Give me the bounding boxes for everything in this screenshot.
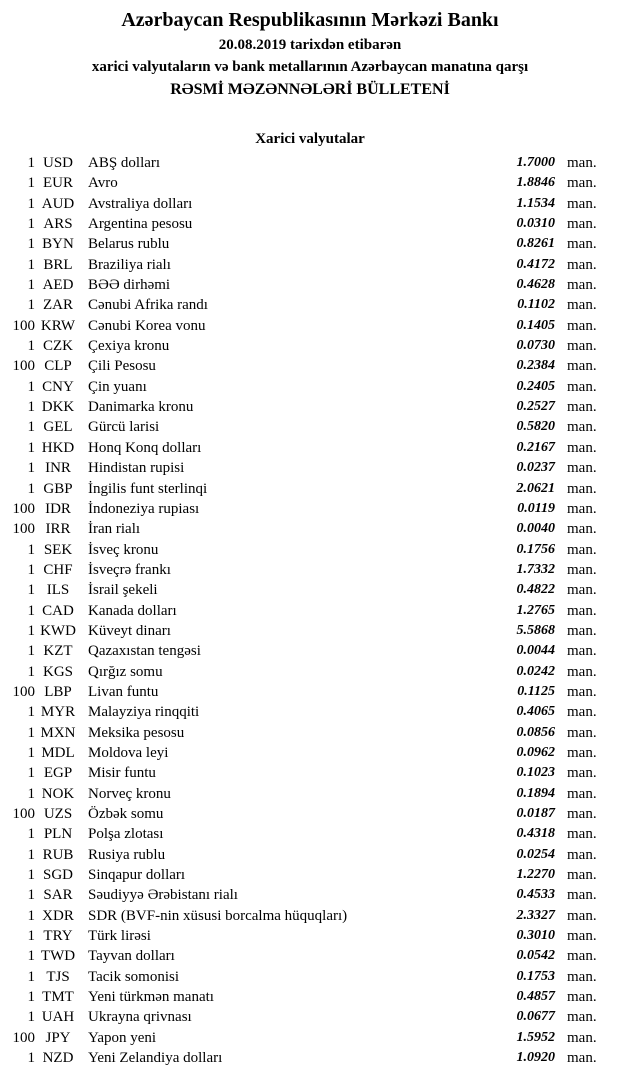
rate-value-cell: 0.1894 — [516, 785, 555, 801]
qty-cell: 1 — [27, 968, 35, 985]
qty-cell: 1 — [27, 439, 35, 456]
qty-cell: 1 — [27, 1009, 35, 1026]
qty-cell: 1 — [27, 541, 35, 558]
rate-row — [0, 540, 620, 560]
rate-value-cell: 1.2270 — [516, 867, 555, 883]
unit-cell: man. — [567, 521, 597, 538]
rate-value-cell: 0.4533 — [516, 887, 555, 903]
currency-name-cell: Kanada dolları — [88, 602, 177, 619]
unit-cell: man. — [567, 439, 597, 456]
currency-code-cell: CHF — [43, 561, 73, 578]
qty-cell: 1 — [27, 256, 35, 273]
rate-row — [0, 499, 620, 519]
rate-value-cell: 0.0310 — [516, 216, 555, 232]
unit-cell: man. — [567, 683, 597, 700]
rate-value-cell: 1.1534 — [516, 195, 555, 211]
rate-row — [0, 967, 620, 987]
currency-code-cell: GEL — [43, 419, 73, 436]
currency-name-cell: Argentina pesosu — [88, 216, 193, 233]
rate-row — [0, 458, 620, 478]
currency-code-cell: JPY — [45, 1029, 71, 1046]
rate-row — [0, 194, 620, 214]
rate-row — [0, 1048, 620, 1068]
currency-name-cell: Cənubi Afrika randı — [88, 297, 208, 314]
qty-cell: 100 — [12, 500, 35, 517]
rate-value-cell: 1.8846 — [516, 175, 555, 191]
rate-row — [0, 336, 620, 356]
currency-code-cell: CLP — [44, 358, 72, 375]
rate-value-cell: 1.0920 — [516, 1050, 555, 1066]
currency-code-cell: DKK — [41, 399, 75, 416]
currency-code-cell: SGD — [42, 867, 73, 884]
currency-code-cell: USD — [42, 155, 73, 171]
rate-value-cell: 0.1756 — [516, 541, 555, 557]
currency-code-cell: BYN — [42, 236, 74, 253]
rate-row — [0, 234, 620, 254]
currency-code-cell: CAD — [42, 602, 74, 619]
currency-code-cell: EUR — [43, 175, 73, 192]
unit-cell: man. — [567, 826, 597, 843]
currency-code-cell: AED — [42, 277, 74, 294]
currency-name-cell: Tacik somonisi — [88, 968, 180, 985]
qty-cell: 1 — [27, 480, 35, 497]
rate-row — [0, 845, 620, 865]
rate-value-cell: 0.0962 — [516, 744, 555, 760]
unit-cell: man. — [567, 622, 597, 639]
section-title-foreign-currencies: Xarici valyutalar — [255, 131, 365, 147]
currency-code-cell: CZK — [43, 338, 73, 355]
qty-cell: 100 — [12, 1029, 35, 1046]
rate-row — [0, 702, 620, 722]
qty-cell: 1 — [27, 867, 35, 884]
rate-value-cell: 0.4628 — [516, 277, 555, 293]
rate-row — [0, 804, 620, 824]
rate-row — [0, 662, 620, 682]
rate-value-cell: 0.1125 — [517, 683, 555, 699]
unit-cell: man. — [567, 419, 597, 436]
qty-cell: 1 — [27, 419, 35, 436]
qty-cell: 1 — [27, 948, 35, 965]
qty-cell: 100 — [12, 521, 35, 538]
unit-cell: man. — [567, 155, 597, 171]
qty-cell: 1 — [27, 643, 35, 660]
rate-row — [0, 1028, 620, 1048]
rate-value-cell: 1.7332 — [516, 561, 555, 577]
currency-name-cell: Polşa zlotası — [88, 826, 164, 843]
unit-cell: man. — [567, 256, 597, 273]
qty-cell: 1 — [27, 928, 35, 945]
rate-value-cell: 0.4318 — [516, 826, 555, 842]
unit-cell: man. — [567, 317, 597, 334]
unit-cell: man. — [567, 867, 597, 884]
currency-name-cell: Qırğız somu — [88, 663, 163, 680]
rate-value-cell: 0.1102 — [517, 297, 555, 313]
currency-name-cell: Avstraliya dolları — [88, 195, 193, 212]
currency-code-cell: MDL — [41, 744, 75, 761]
currency-code-cell: BRL — [43, 256, 73, 273]
qty-cell: 1 — [27, 460, 35, 477]
unit-cell: man. — [567, 195, 597, 212]
rate-row — [0, 397, 620, 417]
rates-table — [0, 153, 620, 1068]
currency-name-cell: Küveyt dinarı — [88, 622, 171, 639]
currency-name-cell: Belarus rublu — [88, 236, 170, 253]
currency-code-cell: UAH — [41, 1009, 75, 1026]
currency-code-cell: NOK — [41, 785, 75, 802]
currency-name-cell: Tayvan dolları — [88, 948, 175, 965]
currency-name-cell: Yapon yeni — [88, 1029, 157, 1046]
currency-code-cell: UZS — [43, 806, 73, 822]
currency-name-cell: ABŞ dolları — [88, 155, 161, 171]
currency-name-cell: Cənubi Korea vonu — [88, 317, 206, 334]
unit-cell: man. — [567, 704, 597, 721]
currency-name-cell: İsrail şekeli — [88, 582, 158, 599]
unit-cell: man. — [567, 948, 597, 965]
unit-cell: man. — [567, 500, 597, 517]
rate-value-cell: 0.2384 — [516, 358, 555, 374]
currency-code-cell: TRY — [43, 928, 73, 945]
unit-cell: man. — [567, 216, 597, 233]
currency-code-cell: EGP — [43, 765, 73, 782]
qty-cell: 1 — [27, 195, 35, 212]
rate-row — [0, 173, 620, 193]
unit-cell: man. — [567, 785, 597, 802]
rate-value-cell: 0.0242 — [516, 663, 555, 679]
rate-value-cell: 0.2167 — [516, 439, 555, 455]
unit-cell: man. — [567, 887, 597, 904]
rate-value-cell: 2.0621 — [516, 480, 555, 496]
currency-code-cell: ARS — [43, 216, 73, 233]
rate-row — [0, 885, 620, 905]
rate-row — [0, 377, 620, 397]
qty-cell: 1 — [27, 277, 35, 294]
unit-cell: man. — [567, 236, 597, 253]
qty-cell: 1 — [27, 561, 35, 578]
currency-name-cell: Səudiyyə Ərəbistanı rialı — [88, 887, 238, 904]
currency-code-cell: INR — [45, 460, 71, 477]
qty-cell: 1 — [27, 582, 35, 599]
qty-cell: 1 — [27, 785, 35, 802]
qty-cell: 1 — [27, 724, 35, 741]
qty-cell: 1 — [27, 826, 35, 843]
unit-cell: man. — [567, 968, 597, 985]
currency-name-cell: Danimarka kronu — [88, 399, 194, 416]
currency-name-cell: Braziliya rialı — [88, 256, 171, 273]
qty-cell: 1 — [27, 622, 35, 639]
rate-value-cell: 1.2765 — [516, 602, 555, 618]
rate-row — [0, 580, 620, 600]
unit-cell: man. — [567, 663, 597, 680]
rate-value-cell: 0.5820 — [516, 419, 555, 435]
currency-code-cell: TMT — [42, 989, 74, 1006]
qty-cell: 1 — [27, 704, 35, 721]
rate-row — [0, 946, 620, 966]
qty-cell: 100 — [12, 683, 35, 700]
rate-row — [0, 560, 620, 580]
currency-name-cell: Honq Konq dolları — [88, 439, 202, 456]
rate-value-cell: 0.0856 — [516, 724, 555, 740]
bulletin-title: RƏSMİ MƏZƏNNƏLƏRİ BÜLLETENİ — [170, 81, 450, 98]
rate-value-cell: 0.3010 — [516, 928, 555, 944]
rate-value-cell: 1.5952 — [516, 1029, 555, 1045]
rate-row — [0, 926, 620, 946]
rate-row — [0, 641, 620, 661]
currency-code-cell: PLN — [43, 826, 73, 843]
currency-name-cell: Sinqapur dolları — [88, 867, 186, 884]
rate-row — [0, 723, 620, 743]
rate-value-cell: 0.0040 — [516, 521, 555, 537]
unit-cell: man. — [567, 358, 597, 375]
rate-value-cell: 0.4172 — [516, 256, 555, 272]
unit-cell: man. — [567, 582, 597, 599]
rate-value-cell: 5.5868 — [516, 622, 555, 638]
rate-row — [0, 865, 620, 885]
currency-code-cell: TWD — [40, 948, 76, 965]
rate-row — [0, 316, 620, 336]
qty-cell: 100 — [12, 358, 35, 375]
subtitle-line: xarici valyutaların və bank metallarının Azərbaycan manatına qarşı — [91, 59, 529, 75]
qty-cell: 1 — [27, 338, 35, 355]
rate-value-cell: 0.1023 — [516, 765, 555, 781]
qty-cell: 1 — [27, 765, 35, 782]
currency-code-cell: ILS — [46, 582, 70, 599]
unit-cell: man. — [567, 907, 597, 924]
currency-name-cell: Malayziya rinqqiti — [88, 704, 200, 721]
currency-name-cell: Livan funtu — [88, 683, 159, 700]
qty-cell: 1 — [27, 907, 35, 924]
unit-cell: man. — [567, 399, 597, 416]
currency-code-cell: KZT — [43, 643, 73, 660]
rate-row — [0, 743, 620, 763]
unit-cell: man. — [567, 989, 597, 1006]
currency-name-cell: BƏƏ dirhəmi — [88, 277, 171, 294]
rate-row — [0, 601, 620, 621]
currency-code-cell: LBP — [44, 683, 72, 700]
currency-name-cell: İngilis funt sterlinqi — [88, 480, 208, 497]
qty-cell: 1 — [27, 602, 35, 619]
currency-code-cell: SEK — [43, 541, 73, 558]
rate-value-cell: 0.4822 — [516, 582, 555, 598]
rate-row — [0, 682, 620, 702]
currency-name-cell: Misir funtu — [88, 765, 156, 782]
qty-cell: 1 — [27, 989, 35, 1006]
unit-cell: man. — [567, 724, 597, 741]
qty-cell: 1 — [27, 236, 35, 253]
unit-cell: man. — [567, 561, 597, 578]
qty-cell: 100 — [12, 317, 35, 334]
unit-cell: man. — [567, 460, 597, 477]
rate-row — [0, 824, 620, 844]
rate-row — [0, 479, 620, 499]
rate-value-cell: 0.0542 — [516, 948, 555, 964]
unit-cell: man. — [567, 643, 597, 660]
currency-code-cell: KGS — [42, 663, 73, 680]
rate-value-cell: 0.1753 — [516, 968, 555, 984]
rate-row — [0, 275, 620, 295]
currency-name-cell: İsveç kronu — [88, 541, 159, 558]
unit-cell: man. — [567, 480, 597, 497]
unit-cell: man. — [567, 846, 597, 863]
currency-name-cell: Qazaxıstan tengəsi — [88, 643, 201, 660]
rate-value-cell: 0.4857 — [516, 989, 555, 1005]
rate-value-cell: 2.3327 — [516, 907, 555, 923]
unit-cell: man. — [567, 297, 597, 314]
rate-row — [0, 763, 620, 783]
qty-cell: 1 — [27, 297, 35, 314]
unit-cell: man. — [567, 1009, 597, 1026]
rate-row — [0, 438, 620, 458]
currency-name-cell: Moldova leyi — [88, 744, 169, 761]
rate-row — [0, 621, 620, 641]
unit-cell: man. — [567, 602, 597, 619]
currency-code-cell: SAR — [43, 887, 73, 904]
currency-code-cell: MYR — [40, 704, 76, 721]
currency-code-cell: XDR — [42, 907, 74, 924]
currency-name-cell: Yeni türkmən manatı — [88, 989, 214, 1006]
qty-cell: 100 — [12, 806, 35, 822]
currency-name-cell: Yeni Zelandiya dolları — [88, 1050, 223, 1067]
rate-value-cell: 0.0237 — [516, 460, 555, 476]
rate-row — [0, 417, 620, 437]
qty-cell: 1 — [27, 175, 35, 192]
rate-value-cell: 0.2527 — [516, 399, 555, 415]
unit-cell: man. — [567, 744, 597, 761]
currency-name-cell: SDR (BVF-nin xüsusi borcalma hüquqları) — [88, 907, 348, 924]
rate-value-cell: 0.8261 — [516, 236, 555, 252]
rate-value-cell: 0.0254 — [516, 846, 555, 862]
rate-row — [0, 519, 620, 539]
unit-cell: man. — [567, 175, 597, 192]
rate-row — [0, 906, 620, 926]
rate-row — [0, 1007, 620, 1027]
qty-cell: 1 — [27, 744, 35, 761]
rate-value-cell: 0.1405 — [516, 317, 555, 333]
qty-cell: 1 — [27, 155, 35, 171]
rate-row — [0, 214, 620, 234]
currency-code-cell: NZD — [42, 1050, 74, 1067]
rate-value-cell: 0.0677 — [516, 1009, 555, 1025]
currency-name-cell: Rusiya rublu — [88, 846, 166, 863]
rate-row — [0, 153, 620, 173]
unit-cell: man. — [567, 277, 597, 294]
currency-code-cell: TJS — [46, 968, 70, 985]
rate-value-cell: 0.0044 — [516, 643, 555, 659]
unit-cell: man. — [567, 1050, 597, 1067]
unit-cell: man. — [567, 928, 597, 945]
rate-value-cell: 0.0187 — [516, 806, 555, 821]
rate-row — [0, 987, 620, 1007]
currency-name-cell: Çexiya kronu — [88, 338, 170, 355]
document-header — [0, 0, 620, 101]
qty-cell: 1 — [27, 1050, 35, 1067]
qty-cell: 1 — [27, 663, 35, 680]
currency-name-cell: Meksika pesosu — [88, 724, 185, 741]
currency-code-cell: GBP — [43, 480, 73, 497]
qty-cell: 1 — [27, 887, 35, 904]
rate-value-cell: 0.0119 — [517, 500, 555, 516]
unit-cell: man. — [567, 378, 597, 395]
currency-name-cell: İsveçrə frankı — [88, 561, 171, 578]
unit-cell: man. — [567, 541, 597, 558]
rate-value-cell: 0.2405 — [516, 378, 555, 394]
rate-value-cell: 0.0730 — [516, 338, 555, 354]
currency-name-cell: İran rialı — [88, 521, 141, 538]
effective-date-line: 20.08.2019 tarixdən etibarən — [218, 37, 402, 53]
currency-name-cell: Özbək somu — [88, 806, 164, 822]
currency-name-cell: Avro — [88, 175, 118, 192]
rate-value-cell: 0.4065 — [516, 704, 555, 720]
currency-code-cell: KRW — [40, 317, 76, 334]
currency-code-cell: KWD — [40, 622, 76, 639]
unit-cell: man. — [567, 338, 597, 355]
currency-name-cell: Hindistan rupisi — [88, 460, 185, 477]
rate-row — [0, 295, 620, 315]
bank-title: Azərbaycan Respublikasının Mərkəzi Bankı — [121, 9, 499, 31]
currency-name-cell: Türk lirəsi — [88, 928, 151, 945]
currency-code-cell: ZAR — [43, 297, 73, 314]
currency-name-cell: Gürcü larisi — [88, 419, 160, 436]
qty-cell: 1 — [27, 399, 35, 416]
currency-name-cell: Çili Pesosu — [88, 358, 156, 375]
rate-row — [0, 784, 620, 804]
currency-code-cell: AUD — [41, 195, 75, 212]
currency-code-cell: IDR — [45, 500, 71, 517]
qty-cell: 1 — [27, 846, 35, 863]
unit-cell: man. — [567, 806, 597, 822]
currency-code-cell: CNY — [42, 378, 74, 395]
qty-cell: 1 — [27, 378, 35, 395]
rate-row — [0, 356, 620, 376]
currency-name-cell: Norveç kronu — [88, 785, 171, 802]
currency-code-cell: IRR — [45, 521, 71, 538]
unit-cell: man. — [567, 1029, 597, 1046]
currency-name-cell: Çin yuanı — [88, 378, 147, 395]
currency-code-cell: HKD — [41, 439, 75, 456]
qty-cell: 1 — [27, 216, 35, 233]
currency-code-cell: MXN — [40, 724, 76, 741]
rate-row — [0, 255, 620, 275]
rate-value-cell: 1.7000 — [516, 155, 555, 170]
currency-name-cell: İndoneziya rupiası — [88, 500, 200, 517]
unit-cell: man. — [567, 765, 597, 782]
currency-name-cell: Ukrayna qrivnası — [88, 1009, 192, 1026]
currency-code-cell: RUB — [42, 846, 74, 863]
